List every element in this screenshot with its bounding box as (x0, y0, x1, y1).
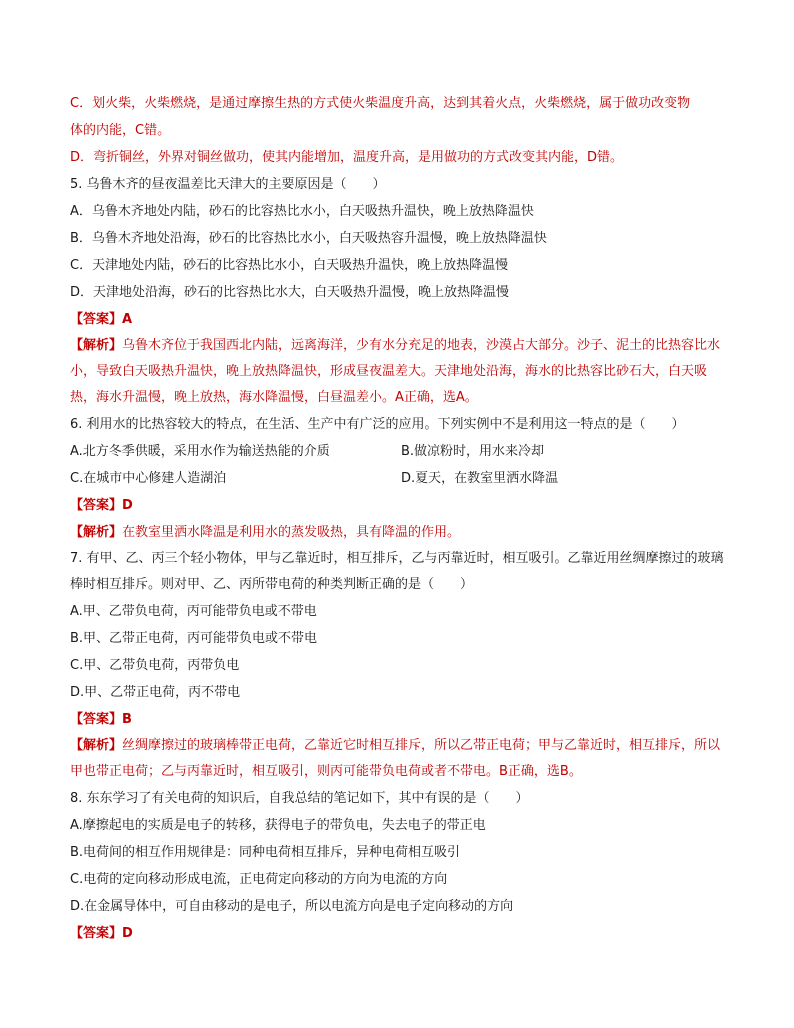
question-5-answer (70, 306, 732, 333)
answer-value: D (122, 926, 133, 941)
question-6-analysis (70, 519, 732, 546)
answer-tag: 【答案】 (70, 312, 123, 327)
question-7-stem: 7. 有甲、乙、丙三个轻小物体，甲与乙靠近时，相互排斥，乙与丙靠近时，相互吸引。乙靠近用丝绸摩擦过的玻璃棒时相互排斥。则对甲、乙、丙所带电荷的种类判断正确的是（ ） (70, 551, 724, 592)
document-body (70, 90, 732, 947)
option-c-explanation-line1: C．划火柴，火柴燃烧，是通过摩擦生热的方式使火柴温度升高，达到其着火点，火柴燃烧，属于做功改变物 (70, 96, 691, 111)
question-8-option-a: A.摩擦起电的实质是电子的转移，获得电子的带负电，失去电子的带正电 (70, 818, 486, 833)
question-6-option-c: C.在城市中心修建人造湖泊 (70, 471, 227, 486)
answer-value: B (122, 712, 132, 727)
question-7-option-b: B.甲、乙带正电荷，丙可能带负电或不带电 (70, 631, 318, 646)
answer-tag: 【答案】 (70, 926, 123, 941)
question-6-stem: 6. 利用水的比热容较大的特点，在生活、生产中有广泛的应用。下列实例中不是利用这一特点的是（ ） (70, 417, 685, 432)
question-7-analysis (70, 733, 732, 785)
analysis-text: 在教室里洒水降温是利用水的蒸发吸热，具有降温的作用。 (122, 525, 461, 540)
question-8-answer (70, 920, 732, 947)
question-5-analysis (70, 333, 732, 411)
question-7-option-c: C.甲、乙带负电荷，丙带负电 (70, 658, 240, 673)
question-5-stem: 5. 乌鲁木齐的昼夜温差比天津大的主要原因是（ ） (70, 177, 386, 192)
option-d-explanation: D．弯折铜丝，外界对铜丝做功，使其内能增加，温度升高，是用做功的方式改变其内能，D错。 (70, 150, 624, 165)
analysis-text: 丝绸摩擦过的玻璃棒带正电荷，乙靠近它时相互排斥，所以乙带正电荷；甲与乙靠近时，相互排斥，所以甲也带正电荷；乙与丙靠近时，相互吸引，则丙可能带负电荷或者不带电。B正确，选B。 (70, 738, 721, 779)
answer-value: D (122, 498, 133, 513)
question-6-options-row2 (70, 465, 732, 492)
question-8-option-d: D.在金属导体中，可自由移动的是电子，所以电流方向是电子定向移动的方向 (70, 899, 514, 914)
answer-tag: 【答案】 (70, 498, 123, 513)
question-8-option-c: C.电荷的定向移动形成电流，正电荷定向移动的方向为电流的方向 (70, 872, 448, 887)
answer-value: A (122, 312, 133, 327)
question-5-option-d: D．天津地处沿海，砂石的比容热比水大，白天吸热升温慢，晚上放热降温慢 (70, 285, 510, 300)
question-7-answer (70, 706, 732, 733)
option-c-explanation-line2: 体的内能，C错。 (70, 123, 171, 138)
question-6-answer (70, 492, 732, 519)
analysis-text: 乌鲁木齐位于我国西北内陆，远离海洋，少有水分充足的地表，沙漠占大部分。沙子、泥土的比热容比水小，导致白天吸热升温快，晚上放热降温快，形成昼夜温差大。天津地处沿海，海水的比热容比砂石大，白天吸热，海水升温慢，晚上放热，海水降温慢，白昼温差小。A正确，选A。 (70, 338, 721, 405)
question-8-stem: 8. 东东学习了有关电荷的知识后，自我总结的笔记如下，其中有误的是（ ） (70, 791, 529, 806)
question-5-option-c: C．天津地处内陆，砂石的比容热比水小，白天吸热升温快，晚上放热降温慢 (70, 258, 509, 273)
question-6-option-d: D.夏天，在教室里洒水降温 (401, 471, 559, 486)
question-8-option-b: B.电荷间的相互作用规律是：同种电荷相互排斥，异种电荷相互吸引 (70, 845, 461, 860)
question-6-option-a: A.北方冬季供暖，采用水作为输送热能的介质 (70, 444, 330, 459)
question-5-option-b: B．乌鲁木齐地处沿海，砂石的比容热比水小，白天吸热容升温慢，晚上放热降温快 (70, 231, 547, 246)
answer-tag: 【答案】 (70, 712, 123, 727)
question-7-option-d: D.甲、乙带正电荷，丙不带电 (70, 685, 241, 700)
question-6-option-b: B.做凉粉时，用水来冷却 (401, 444, 545, 459)
analysis-tag: 【解析】 (70, 738, 123, 753)
question-7-option-a: A.甲、乙带负电荷，丙可能带负电或不带电 (70, 604, 317, 619)
question-5-option-a: A．乌鲁木齐地处内陆，砂石的比容热比水小，白天吸热升温快，晚上放热降温快 (70, 204, 534, 219)
analysis-tag: 【解析】 (70, 338, 123, 353)
analysis-tag: 【解析】 (70, 525, 123, 540)
question-6-options-row1 (70, 438, 732, 465)
